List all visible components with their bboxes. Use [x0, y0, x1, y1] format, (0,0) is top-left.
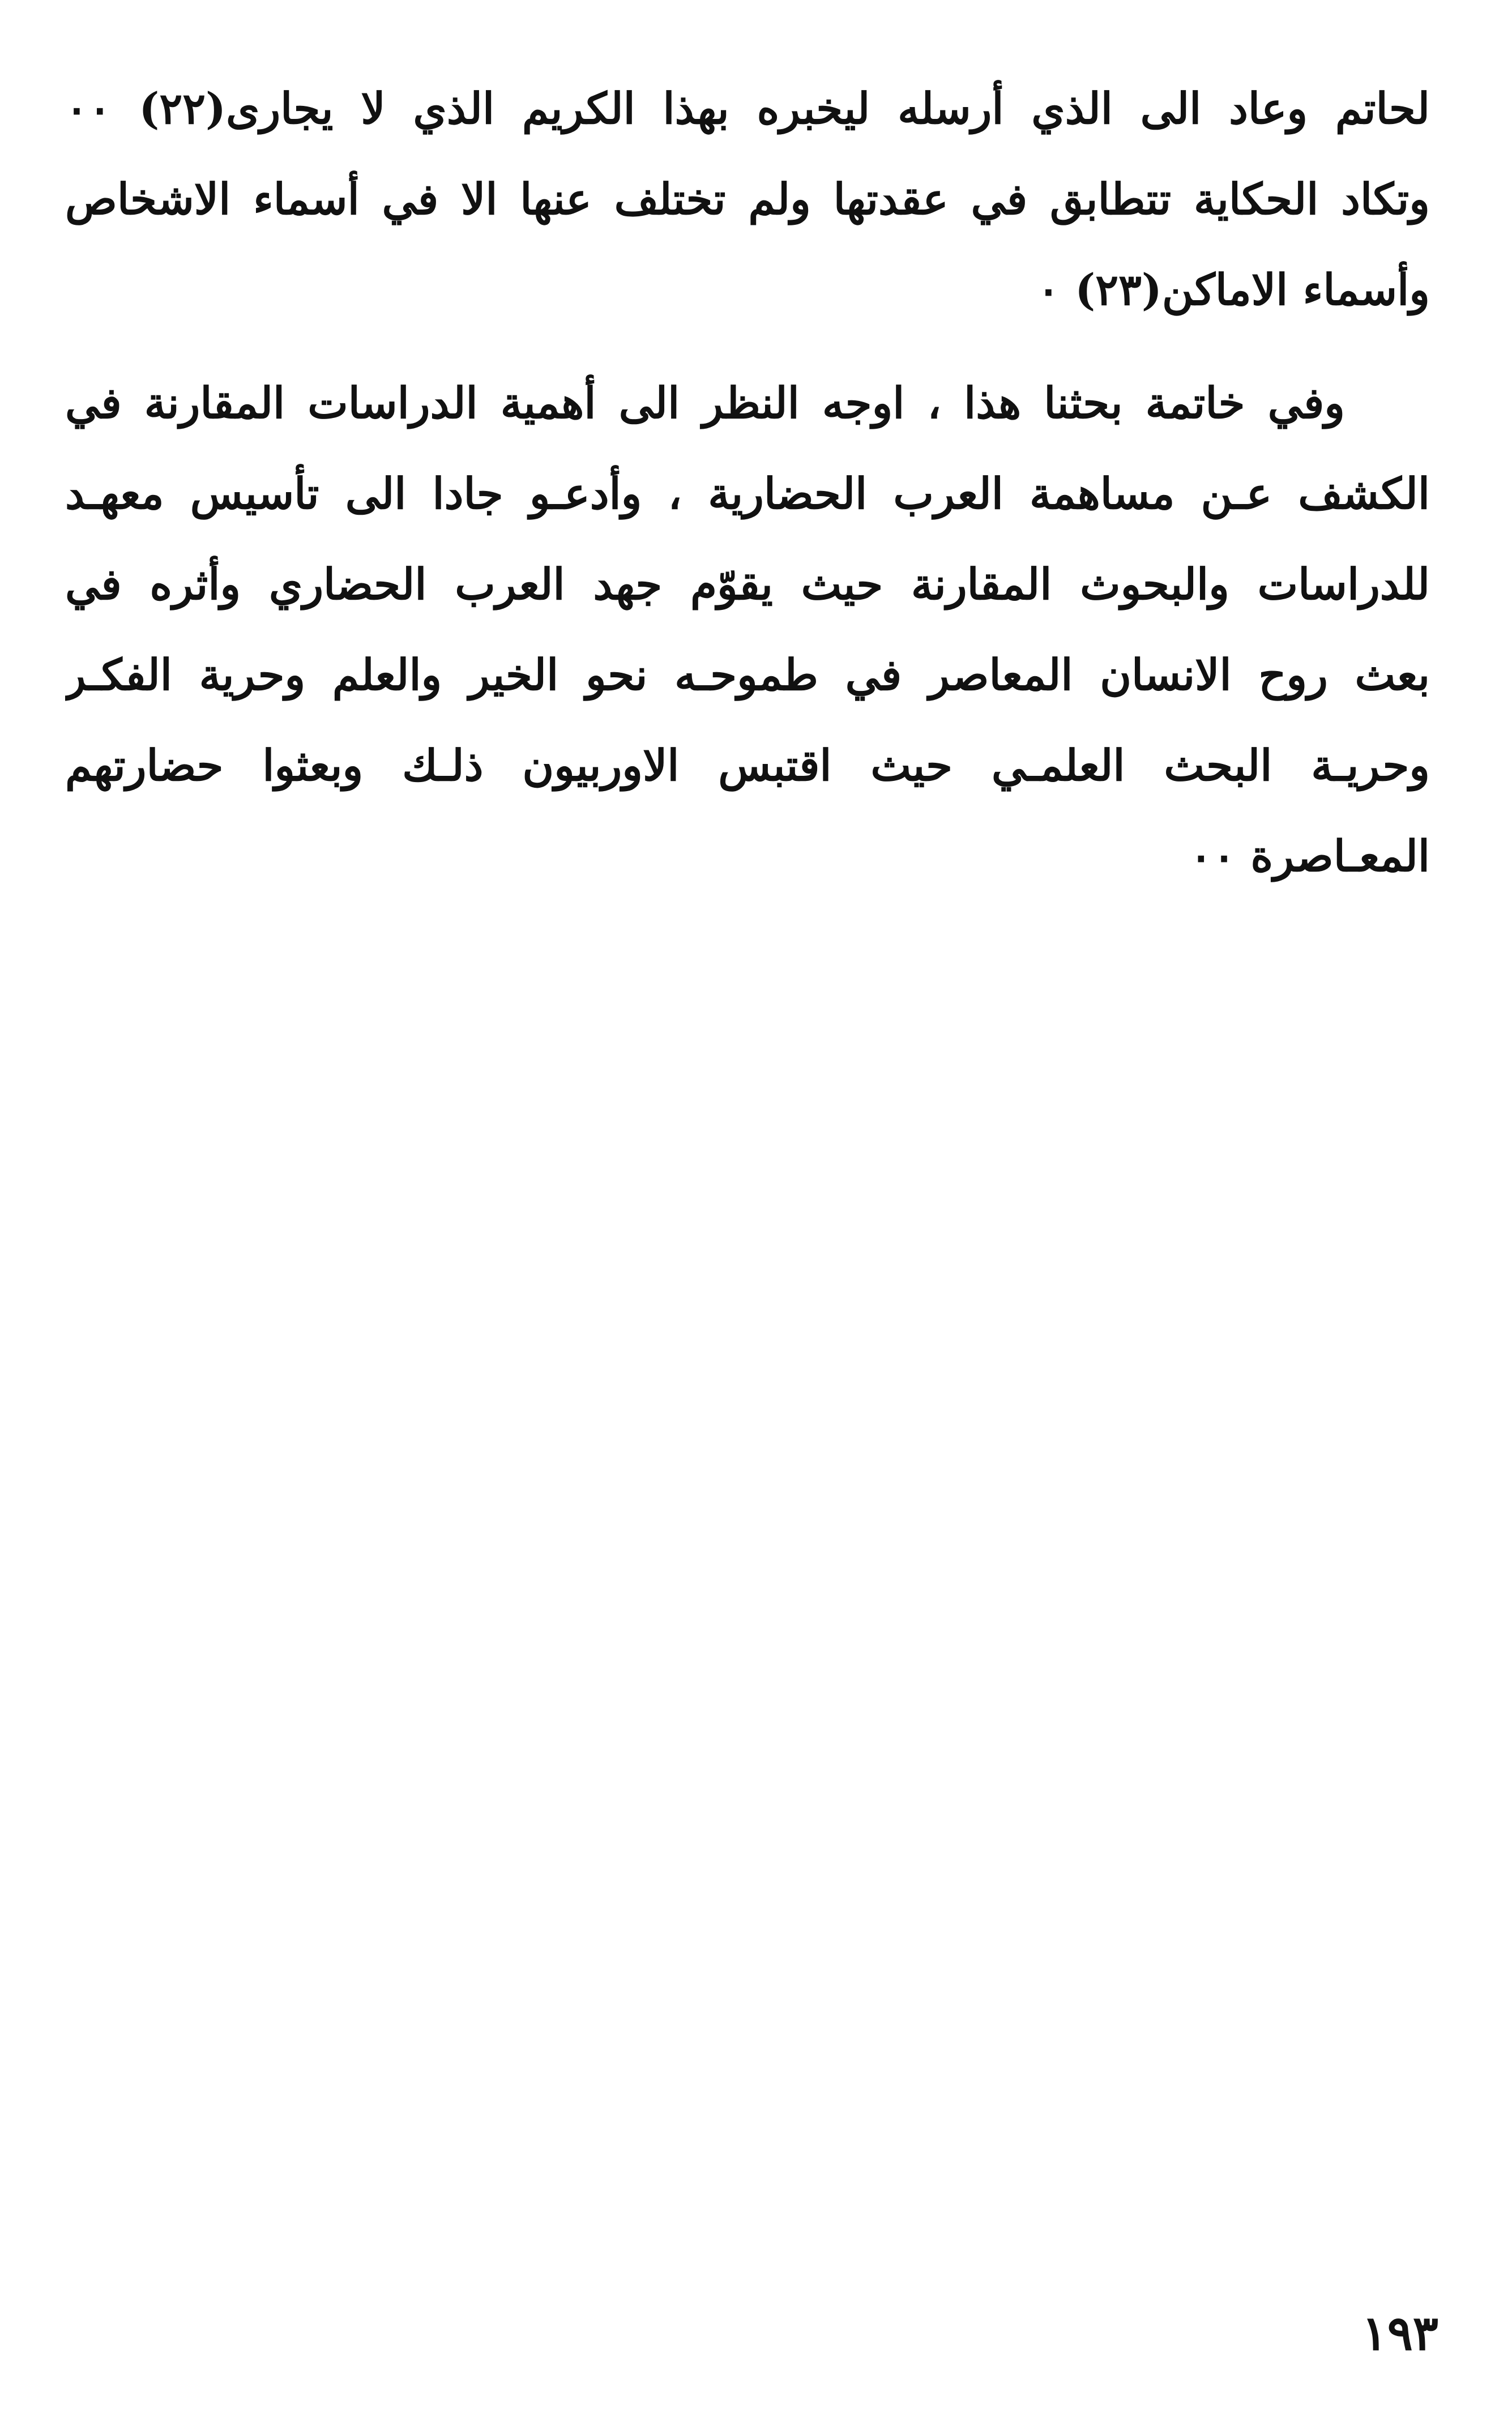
text-line: لحاتم وعاد الى الذي أرسله ليخبره بهذا الكريم الذي لا يجارى(٢٢) ٠٠	[65, 83, 1430, 134]
paragraph-2	[65, 358, 1430, 902]
page-number: ١٩٣	[1361, 2305, 1438, 2361]
paragraph-1	[65, 63, 1430, 335]
text-line: بعث روح الانسان المعاصر في طموحـه نحو الخير والعلم وحرية الفكـر	[65, 650, 1430, 700]
text-line: للدراسات والبحوث المقارنة حيث يقوّم جهد العرب الحضاري وأثره في	[65, 559, 1430, 609]
text-line: وأسماء الاماكن(٢٣) ٠	[1037, 264, 1430, 315]
text-line: الكشف عـن مساهمة العرب الحضارية ، وأدعـو جادا الى تأسيس معهـد	[65, 468, 1430, 519]
text-line: المعـاصرة ٠٠	[1189, 831, 1430, 881]
text-line: وتكاد الحكاية تتطابق في عقدتها ولم تختلف عنها الا في أسماء الاشخاص	[65, 174, 1430, 224]
text-line: وحريـة البحث العلمـي حيث اقتبس الاوربيون ذلـك وبعثوا حضارتهم	[65, 740, 1430, 791]
text-line: وفي خاتمة بحثنا هذا ، اوجه النظر الى أهمية الدراسات المقارنة في	[65, 378, 1345, 428]
